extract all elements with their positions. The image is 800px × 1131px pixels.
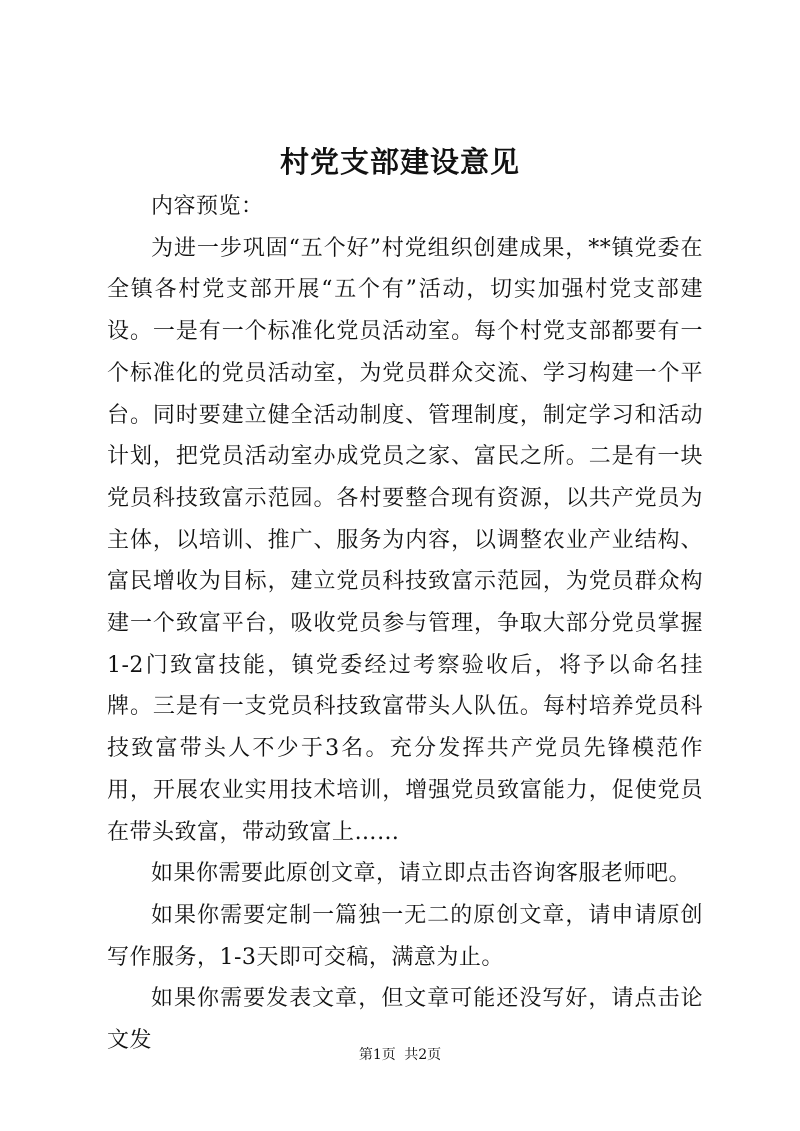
paragraph-original-article: 如果你需要此原创文章，请立即点击咨询客服老师吧。 bbox=[151, 861, 692, 887]
page-number: 第1页 bbox=[358, 1047, 396, 1063]
document-title: 村党支部建设意见 bbox=[279, 145, 520, 179]
paragraph-publish: 如果你需要发表文章，但文章可能还没写好，请点击论文发 bbox=[107, 986, 703, 1054]
document-body bbox=[107, 186, 703, 1062]
page-total: 共2页 bbox=[404, 1047, 442, 1063]
paragraph-custom-writing: 如果你需要定制一篇独一无二的原创文章，请申请原创写作服务，1-3天即可交稿，满意为止。 bbox=[107, 902, 703, 970]
paragraph-intro: 为进一步巩固“五个好”村党组织创建成果，**镇党委在全镇各村党支部开展“五个有”活动，切实加强村党支部建设。一是有一个标准化党员活动室。每个村党支部都要有一个标准化的党员活动室，为党员群众交流、学习构建一个平台。同时要建立健全活动制度、管理制度，制定学习和活动计划，把党员活动室办成党员之家、富民之所。二是有一块党员科技致富示范园。各村要整合现有资源，以共产党员为主体，以培训、推广、服务为内容，以调整农业产业结构、富民增收为目标，建立党员科技致富示范园，为党员群众构建一个致富平台，吸收党员参与管理，争取大部分党员掌握1-2门致富技能，镇党委经过考察验收后，将予以命名挂牌。三是有一支党员科技致富带头人队伍。每村培养党员科技致富带头人不少于3名。充分发挥共产党员先锋模范作用，开展农业实用技术培训，增强党员致富能力，促使党员在带头致富，带动致富上…… bbox=[107, 235, 703, 845]
page-footer bbox=[0, 1044, 800, 1064]
preview-label: 内容预览： bbox=[151, 194, 264, 219]
